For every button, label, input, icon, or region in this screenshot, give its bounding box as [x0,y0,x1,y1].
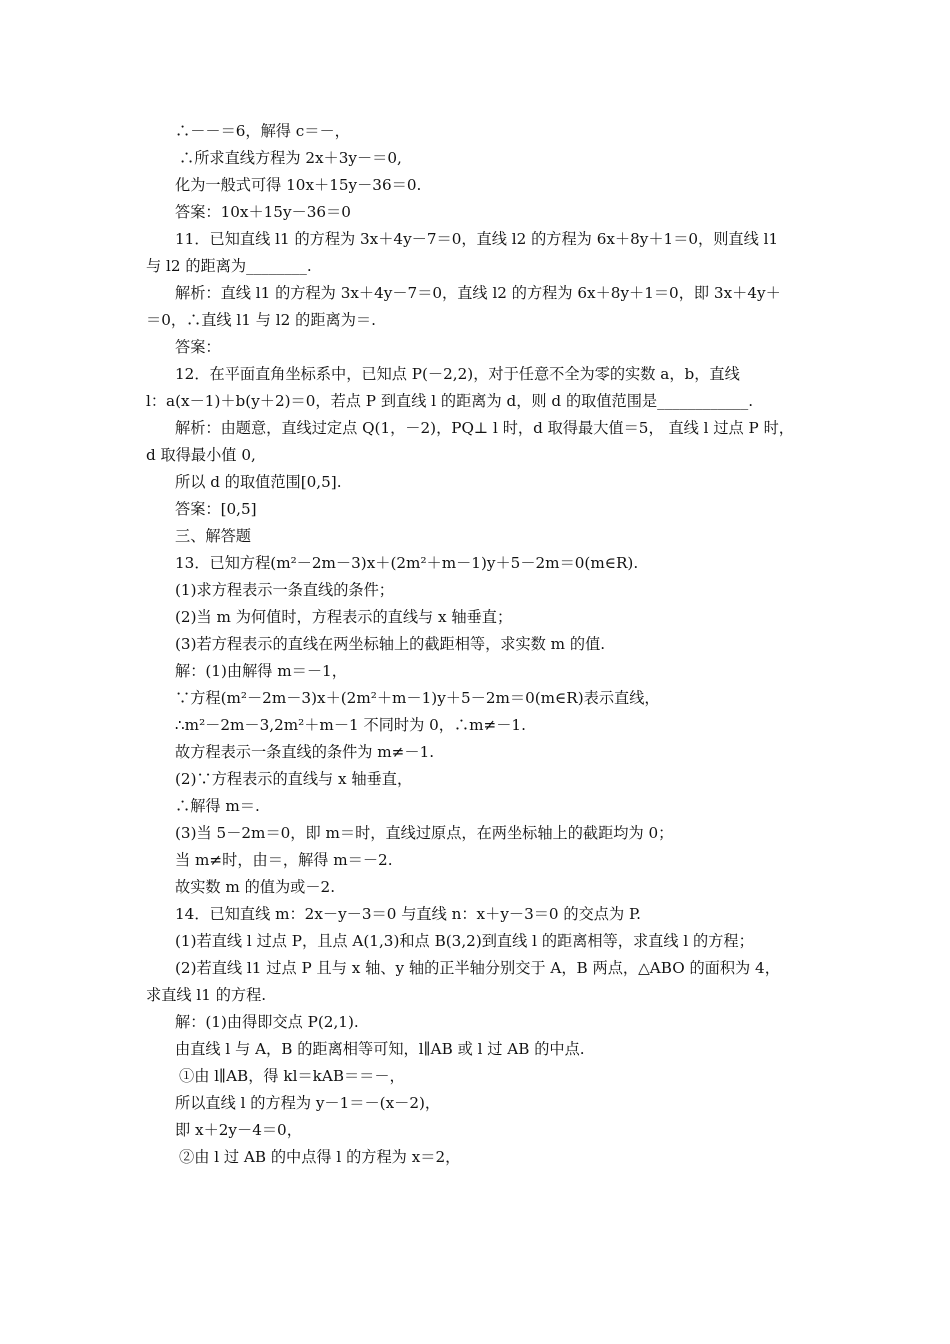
text-line: 答案：[0,5] [175,500,257,518]
text-line: 当 m≠时，由＝，解得 m＝－2. [175,851,393,869]
text-line: ①由 l∥AB，得 kl＝kAB＝＝－， [179,1067,405,1085]
text-line: ∵方程(m²－2m－3)x＋(2m²＋m－1)y＋5－2m＝0(m∈R)表示直线， [175,689,660,707]
text-line: 由直线 l 与 A，B 的距离相等可知，l∥AB 或 l 过 AB 的中点. [175,1040,585,1058]
text-line: l：a(x－1)＋b(y＋2)＝0，若点 P 到直线 l 的距离为 d，则 d 的取值范围是____________. [146,392,754,410]
text-line: 解析：由题意，直线过定点 Q(1，－2)，PQ⊥ l 时，d 取得最大值＝5， 直线 l 过点 P 时， [175,419,794,437]
text-line: 化为一般式可得 10x＋15y－36＝0. [175,176,422,194]
text-line: d 取得最小值 0, [146,446,256,464]
text-line: ∴解得 m＝. [175,797,260,815]
text-line: 三、解答题 [175,527,251,545]
text-line: 即 x＋2y－4＝0， [175,1121,302,1139]
text-line: 与 l2 的距离为________. [146,257,312,275]
text-line: (1)求方程表示一条直线的条件； [175,581,394,599]
text-line: 答案：10x＋15y－36＝0 [175,203,351,221]
text-line: 故方程表示一条直线的条件为 m≠－1. [175,743,435,761]
text-line: ②由 l 过 AB 的中点得 l 的方程为 x＝2， [179,1148,461,1166]
text-line: 解：(1)由解得 m＝－1， [175,662,347,680]
text-line: 解析：直线 l1 的方程为 3x＋4y－7＝0，直线 l2 的方程为 6x＋8y＋1＝0，即 3x＋4y＋ [175,284,781,302]
text-line: ∴－－＝6，解得 c＝－， [175,122,350,140]
text-line: 解：(1)由得即交点 P(2,1). [175,1013,359,1031]
text-line: 11．已知直线 l1 的方程为 3x＋4y－7＝0，直线 l2 的方程为 6x＋8y＋1＝0，则直线 l1 [175,230,779,248]
text-line: 12．在平面直角坐标系中，已知点 P(－2,2)，对于任意不全为零的实数 a，b，直线 [175,365,740,383]
text-line: 所以直线 l 的方程为 y－1＝－(x－2)， [175,1094,441,1112]
text-line: ∴m²－2m－3,2m²＋m－1 不同时为 0，∴m≠－1. [175,716,526,734]
text-line: ＝0，∴直线 l1 与 l2 的距离为＝. [146,311,376,329]
text-line: 14．已知直线 m：2x－y－3＝0 与直线 n：x＋y－3＝0 的交点为 P. [175,905,641,923]
text-line: (1)若直线 l 过点 P，且点 A(1,3)和点 B(3,2)到直线 l 的距离相等，求直线 l 的方程； [175,932,754,950]
text-line: (3)当 5－2m＝0，即 m＝时，直线过原点，在两坐标轴上的截距均为 0； [175,824,674,842]
document-body [146,118,806,1171]
text-line: 故实数 m 的值为或－2. [175,878,336,896]
text-line: 答案： [175,338,221,356]
text-line: (2)∵方程表示的直线与 x 轴垂直， [175,770,413,788]
text-line: (2)若直线 l1 过点 P 且与 x 轴、y 轴的正半轴分别交于 A，B 两点，△ABO 的面积为 4， [175,959,780,977]
text-line: 求直线 l1 的方程. [146,986,267,1004]
text-line: 所以 d 的取值范围[0,5]. [175,473,342,491]
text-line: 13．已知方程(m²－2m－3)x＋(2m²＋m－1)y＋5－2m＝0(m∈R). [175,554,639,572]
text-line: ∴所求直线方程为 2x＋3y－＝0, [179,149,402,167]
text-line: (2)当 m 为何值时，方程表示的直线与 x 轴垂直； [175,608,513,626]
text-line: (3)若方程表示的直线在两坐标轴上的截距相等，求实数 m 的值. [175,635,606,653]
